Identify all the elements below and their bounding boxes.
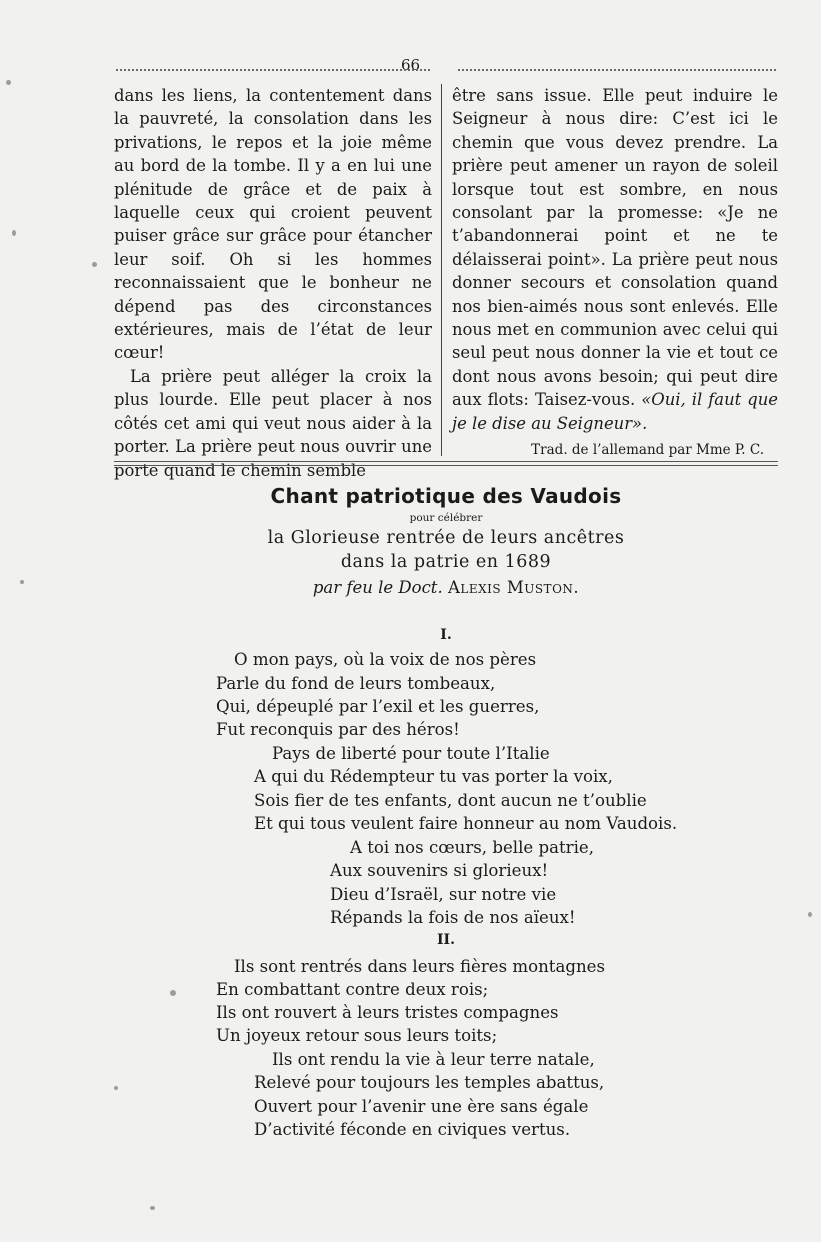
two-column-text — [114, 84, 778, 480]
print-speck — [114, 1086, 118, 1090]
verse-line: A toi nos cœurs, belle patrie, — [350, 838, 595, 857]
verse-line: Ils ont rendu la vie à leur terre natale, — [272, 1050, 595, 1069]
verse-line: A qui du Rédempteur tu vas porter la voix, — [254, 767, 613, 786]
verse-line: Ouvert pour l’avenir une ère sans égale — [254, 1097, 589, 1116]
print-speck — [12, 230, 16, 236]
section-divider — [114, 461, 778, 466]
verse-line: D’activité féconde en civiques vertus. — [254, 1120, 571, 1139]
print-speck — [170, 990, 176, 996]
right-paragraph-text: être sans issue. Elle peut induire le Seigneur à nous dire: C’est ici le chemin que vous devez prendre. La prière peut amener un rayon de soleil lorsque tout est sombre, en nous consolant par la promesse: «Je ne t’abandonnerai point et ne te délaisserai point». La prière peut nous donner secours et consolation quand nos bien-aimés nous sont enlevés. Elle nous met en communion avec celui qui seul peut nous donner la vie et tout ce dont nous avons besoin; qui peut dire aux flots: Taisez-vous. — [452, 86, 778, 410]
verse-line: Sois fier de tes enfants, dont aucun ne t’oublie — [254, 791, 647, 810]
verse-line: Parle du fond de leurs tombeaux, — [216, 674, 496, 693]
header-rule-left — [116, 69, 430, 75]
verse-line: Pays de liberté pour toute l’Italie — [272, 744, 550, 763]
header-rule-right — [458, 69, 776, 75]
print-speck — [20, 580, 24, 584]
verse-line: Aux souvenirs si glorieux! — [330, 861, 549, 880]
left-paragraph-1: dans les liens, la contentement dans la pauvreté, la consolation dans les privations, le repos et la joie même au bord de la tombe. Il y a en lui une plénitude de grâce et de paix à laquelle ceux qui croient peuvent puiser grâce sur grâce pour étancher leur soif. Oh si les hommes reconnaissaient que le bonheur ne dépend pas des circonstances extérieures, mais de l’état de leur cœur! — [114, 86, 432, 363]
right-paragraph — [452, 84, 778, 435]
verse-line: Relevé pour toujours les temples abattus, — [254, 1073, 605, 1092]
verse-line: O mon pays, où la voix de nos pères — [234, 650, 537, 669]
print-speck — [6, 80, 11, 85]
verse-line: Fut reconquis par des héros! — [216, 720, 460, 739]
author-prefix: par feu le Doct. — [312, 578, 443, 597]
song-subtitle-1: la Glorieuse rentrée de leurs ancêtres — [267, 528, 625, 548]
song-subtitle-2: dans la patrie en 1689 — [340, 552, 552, 572]
song-title: Chant patriotique des Vaudois — [270, 484, 622, 508]
right-column — [452, 84, 778, 463]
translator-credit: Trad. de l’allemand par Mme P. C. — [531, 442, 764, 459]
verse-line: Ils ont rouvert à leurs tristes compagnes — [216, 1003, 559, 1022]
song-heading — [114, 484, 778, 597]
page-number: 66 — [400, 56, 421, 74]
print-speck — [150, 1206, 155, 1210]
verse-number-2: II. — [437, 932, 455, 948]
column-divider — [441, 84, 442, 456]
verse-number-1: I. — [440, 627, 452, 643]
right-paragraph-quote: «Oui, il faut que je le dise au Seigneur». — [452, 390, 778, 433]
left-column — [114, 84, 432, 482]
left-paragraph-2: La prière peut alléger la croix la plus lourde. Elle peut placer à nos côtés cet ami qui veut nous aider à la porter. La prière peut nous ouvrir une porte quand le chemin semble — [114, 366, 432, 480]
author-name: Alexis Muston. — [447, 578, 580, 597]
verse-line: Un joyeux retour sous leurs toits; — [216, 1026, 498, 1045]
song-author — [114, 578, 778, 597]
verse-line: Qui, dépeuplé par l’exil et les guerres, — [216, 697, 540, 716]
print-speck — [92, 262, 97, 267]
song-pour: pour célébrer — [409, 512, 483, 524]
verse-line: Ils sont rentrés dans leurs fières montagnes — [234, 957, 606, 976]
verse-line: Et qui tous veulent faire honneur au nom Vaudois. — [254, 814, 678, 833]
verse-line: Répands la fois de nos aïeux! — [330, 908, 576, 927]
verse-line: En combattant contre deux rois; — [216, 980, 489, 999]
verse-line: Dieu d’Israël, sur notre vie — [330, 885, 557, 904]
print-speck — [808, 912, 812, 917]
